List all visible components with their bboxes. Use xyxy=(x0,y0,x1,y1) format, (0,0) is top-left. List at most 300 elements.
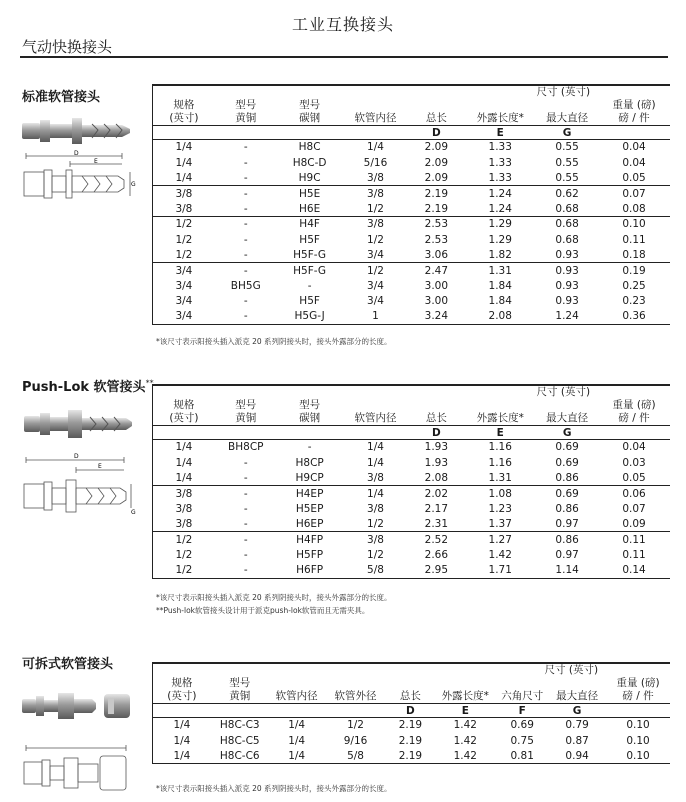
dimension-letter: E xyxy=(434,704,496,718)
table-cell: - xyxy=(215,516,277,531)
dimension-letters-row xyxy=(153,126,670,140)
column-header: 外露长度* xyxy=(476,412,524,424)
table-cell: 1/2 xyxy=(343,201,409,216)
table-cell: H9C xyxy=(277,170,343,185)
table-cell: H8C-C6 xyxy=(211,748,269,763)
table-cell: 1/2 xyxy=(343,516,409,531)
table-cell: - xyxy=(243,218,248,231)
table-cell: 2.52 xyxy=(424,533,449,546)
table-cell: - xyxy=(215,170,277,185)
table-cell: 2.09 xyxy=(408,170,464,185)
table-cell: H4FP xyxy=(296,533,324,546)
table-cell: 9/16 xyxy=(343,734,368,747)
table-cell: 0.10 xyxy=(606,748,670,763)
page-title: 工业互换接头 xyxy=(291,15,394,34)
column-header xyxy=(386,677,434,690)
dimension-letter xyxy=(598,126,670,140)
table-row xyxy=(153,278,670,293)
table-cell: 1/4 xyxy=(367,487,384,500)
removable-heading: 可拆式软管接头 xyxy=(22,657,114,672)
table-cell: - xyxy=(243,502,248,515)
table-cell: 1/4 xyxy=(367,456,384,469)
column-header: 型号 xyxy=(235,99,257,111)
table-cell: H6FP xyxy=(277,563,343,578)
table-cell: 1.42 xyxy=(453,719,477,732)
pushlok-dim-e-label: E xyxy=(98,463,102,470)
column-header xyxy=(496,677,548,690)
column-header: 总长 xyxy=(425,412,447,424)
column-header: 磅 / 件 xyxy=(622,690,654,702)
standard-fitting-photo xyxy=(18,114,136,148)
table-cell: 3/8 xyxy=(343,470,409,485)
table-row xyxy=(153,718,670,733)
header-group-row xyxy=(153,386,670,399)
table-cell: 3.00 xyxy=(424,295,449,308)
dimension-letter xyxy=(153,426,215,440)
dim-g-label: G xyxy=(131,181,136,188)
table-cell: 1.27 xyxy=(488,533,512,546)
table-cell: H6E xyxy=(277,201,343,216)
column-header: 重量 (磅) xyxy=(616,677,660,689)
table-cell: 3/8 xyxy=(367,218,384,231)
column-header xyxy=(408,99,464,112)
column-header xyxy=(325,677,387,690)
table-cell: 0.86 xyxy=(555,533,579,546)
table-cell: 0.25 xyxy=(622,279,646,292)
table-row xyxy=(153,232,670,247)
table-cell: 0.75 xyxy=(510,734,534,747)
table-cell: 1.33 xyxy=(488,156,512,169)
table-row xyxy=(153,201,670,216)
spec-table xyxy=(153,86,670,325)
table-cell: 0.07 xyxy=(622,187,646,200)
dimension-letter xyxy=(606,704,670,718)
column-header: 最大直径 xyxy=(556,690,599,702)
table-cell: 0.11 xyxy=(622,533,646,546)
table-cell: - xyxy=(243,233,248,246)
dimension-letter xyxy=(215,426,277,440)
table-cell: - xyxy=(243,487,248,500)
table-row xyxy=(153,486,670,501)
table-cell: H5F-G xyxy=(277,247,343,262)
table-cell: 1.93 xyxy=(424,456,449,469)
table-cell: 3.24 xyxy=(408,309,464,324)
table-cell: 3/8 xyxy=(367,187,384,200)
column-header: 软管外径 xyxy=(334,690,377,702)
column-header: 软管内径 xyxy=(354,112,397,124)
pushlok-dim-d-label: D xyxy=(74,453,79,460)
table-cell: H4F xyxy=(299,218,320,231)
table-cell: 0.10 xyxy=(626,719,650,732)
table-cell: 1/4 xyxy=(288,719,306,732)
column-header xyxy=(343,99,409,112)
dimension-letters-row xyxy=(153,426,670,440)
table-cell: 0.69 xyxy=(510,719,534,732)
dimension-letter xyxy=(211,704,269,718)
table-row xyxy=(153,455,670,470)
table-cell: 0.36 xyxy=(598,309,670,324)
table-cell: 1.29 xyxy=(488,233,512,246)
dimension-letter xyxy=(343,426,409,440)
table-cell: H8CP xyxy=(295,456,324,469)
dimension-letter: E xyxy=(464,126,536,140)
table-cell: 0.18 xyxy=(598,247,670,262)
column-header: 软管内径 xyxy=(275,690,318,702)
table-cell: 2.17 xyxy=(424,502,449,515)
table-cell: 1/4 xyxy=(153,170,215,185)
table-cell: - xyxy=(243,295,248,308)
header-row xyxy=(153,690,670,704)
dimension-letter: G xyxy=(536,126,598,140)
table-cell: H8C-D xyxy=(292,156,327,169)
column-header: (英寸) xyxy=(169,112,199,124)
dimension-letter: G xyxy=(548,704,606,718)
table-cell: 0.93 xyxy=(555,264,579,277)
section-title: 气动快换接头 xyxy=(22,38,113,56)
table-cell: 0.04 xyxy=(622,141,646,154)
table-row xyxy=(153,748,670,763)
table-cell: 2.09 xyxy=(424,156,449,169)
table-cell: 2.53 xyxy=(424,233,449,246)
title-rule xyxy=(20,56,668,58)
table-row xyxy=(153,547,670,562)
table-cell: 5/8 xyxy=(325,748,387,763)
table-cell: 1.31 xyxy=(488,264,512,277)
standard-fitting-drawing xyxy=(18,150,136,212)
table-row xyxy=(153,440,670,455)
table-cell: 0.11 xyxy=(622,233,646,246)
table-cell: - xyxy=(215,563,277,578)
table-cell: 3/8 xyxy=(153,516,215,531)
table-cell: H8C xyxy=(298,141,321,154)
table-cell: - xyxy=(243,548,248,561)
table-row xyxy=(153,532,670,547)
table-cell: 1.84 xyxy=(488,295,512,308)
table-cell: 0.93 xyxy=(555,279,579,292)
table-cell: 0.69 xyxy=(555,487,579,500)
column-header: 规格 xyxy=(173,399,195,411)
table-cell: 0.10 xyxy=(622,218,646,231)
column-header: 碳钢 xyxy=(299,112,321,124)
table-cell: H5F xyxy=(299,295,320,308)
pushlok-note-1: *该尺寸表示阳接头插入派克 20 系列阴接头时，接头外露部分的长度。 xyxy=(156,593,392,602)
table-cell: 1/2 xyxy=(153,563,215,578)
table-cell: 1.24 xyxy=(464,201,536,216)
column-header: 黄铜 xyxy=(235,412,257,424)
table-cell: 0.86 xyxy=(555,502,579,515)
table-cell: 1.84 xyxy=(488,279,512,292)
table-row xyxy=(153,140,670,155)
table-cell: BH5G xyxy=(230,279,261,292)
table-cell: 2.19 xyxy=(386,748,434,763)
dimension-letter: D xyxy=(408,426,464,440)
column-header: 磅 / 件 xyxy=(618,412,650,424)
table-cell: 3/4 xyxy=(175,295,193,308)
table-cell: 3/4 xyxy=(367,279,384,292)
table-row xyxy=(153,516,670,531)
table-cell: 1.71 xyxy=(464,563,536,578)
table-cell: 0.09 xyxy=(598,516,670,531)
column-header xyxy=(464,399,536,412)
table-cell: - xyxy=(243,156,248,169)
table-cell: H9CP xyxy=(277,470,343,485)
table-cell: 0.93 xyxy=(536,247,598,262)
table-cell: H8C-C5 xyxy=(219,734,260,747)
column-header: 磅 / 件 xyxy=(618,112,650,124)
column-header: 型号 xyxy=(235,399,257,411)
table-cell: 1/2 xyxy=(175,548,193,561)
table-cell: 1/2 xyxy=(175,533,193,546)
table-cell: - xyxy=(243,264,248,277)
column-header: 重量 (磅) xyxy=(612,99,656,111)
table-cell: - xyxy=(215,247,277,262)
pushlok-heading: Push-Lok 软管接头** xyxy=(22,378,154,395)
standard-heading: 标准软管接头 xyxy=(22,90,101,105)
table-cell: 1.29 xyxy=(488,218,512,231)
table-cell: - xyxy=(243,533,248,546)
table-cell: 2.53 xyxy=(424,218,449,231)
header-row xyxy=(153,99,670,112)
dimension-letter xyxy=(343,126,409,140)
dimension-letter xyxy=(277,126,343,140)
table-cell: 0.55 xyxy=(536,170,598,185)
column-header: 外露长度* xyxy=(441,690,489,702)
table-row xyxy=(153,309,670,324)
table-row xyxy=(153,263,670,278)
table-cell: 0.05 xyxy=(598,170,670,185)
table-cell: 2.19 xyxy=(424,187,449,200)
column-header: 软管内径 xyxy=(354,412,397,424)
table-cell: 1/4 xyxy=(175,156,193,169)
column-header: 黄铜 xyxy=(235,112,257,124)
column-header: 规格 xyxy=(173,99,195,111)
table-cell: 1/2 xyxy=(367,233,384,246)
table-cell: 1/4 xyxy=(175,441,193,454)
table-cell: 3/8 xyxy=(343,170,409,185)
table-cell: 3.06 xyxy=(408,247,464,262)
table-cell: 1.42 xyxy=(488,548,512,561)
table-cell: 1.93 xyxy=(424,441,449,454)
table-cell: H5FP xyxy=(296,548,324,561)
column-header: (英寸) xyxy=(169,412,199,424)
dimension-letters-row xyxy=(153,704,670,718)
dim-e-label: E xyxy=(94,158,98,165)
table-cell: 1/2 xyxy=(347,719,364,732)
table-cell: 1.16 xyxy=(488,441,512,454)
column-header: (英寸) xyxy=(167,690,197,702)
column-header: 六角尺寸 xyxy=(501,690,544,702)
column-header: 最大直径 xyxy=(546,112,589,124)
table-cell: 0.97 xyxy=(536,516,598,531)
table-cell: 0.10 xyxy=(626,734,650,747)
table-row xyxy=(153,247,670,262)
dimensions-group-label: 尺寸 (英寸) xyxy=(544,664,599,676)
table-cell: 2.66 xyxy=(424,548,449,561)
table-cell: 0.14 xyxy=(598,563,670,578)
column-header xyxy=(536,99,598,112)
header-row xyxy=(153,399,670,412)
table-cell: 3.00 xyxy=(424,279,449,292)
table-cell: 1/4 xyxy=(153,470,215,485)
table-cell: 1/4 xyxy=(173,719,191,732)
table-cell: 1/4 xyxy=(173,734,191,747)
table-cell: 5/8 xyxy=(343,563,409,578)
table-cell: H5G-J xyxy=(277,309,343,324)
column-header: 总长 xyxy=(399,690,421,702)
table-cell: 3/8 xyxy=(175,187,193,200)
column-header: 外露长度* xyxy=(476,112,524,124)
table-cell: 0.04 xyxy=(622,156,646,169)
column-header xyxy=(343,399,409,412)
column-header xyxy=(536,399,598,412)
table-cell: 1.24 xyxy=(488,187,512,200)
table-cell: 2.47 xyxy=(424,264,449,277)
table-row xyxy=(153,733,670,748)
dimensions-group-label: 尺寸 (英寸) xyxy=(536,86,591,98)
table-row xyxy=(153,501,670,516)
dimension-letter xyxy=(153,126,215,140)
table-cell: 1.31 xyxy=(464,470,536,485)
dimension-letter: D xyxy=(386,704,434,718)
pushlok-fitting-photo xyxy=(18,404,136,444)
table-cell: 0.06 xyxy=(622,487,646,500)
dimension-letter xyxy=(269,704,325,718)
table-cell: 0.68 xyxy=(555,218,579,231)
table-cell: H5EP xyxy=(295,502,324,515)
table-cell: 1.33 xyxy=(464,170,536,185)
table-cell: H5E xyxy=(299,187,321,200)
table-cell: 1.08 xyxy=(488,487,512,500)
table-cell: 0.11 xyxy=(622,548,646,561)
table-cell: - xyxy=(307,279,312,292)
table-cell: 1/4 xyxy=(288,734,306,747)
header-row xyxy=(153,412,670,426)
table-row xyxy=(153,170,670,185)
column-header xyxy=(464,99,536,112)
table-row xyxy=(153,186,670,201)
column-header: 总长 xyxy=(425,112,447,124)
table-cell: 1.14 xyxy=(536,563,598,578)
table-cell: 3/4 xyxy=(153,309,215,324)
column-header xyxy=(434,677,496,690)
removable-note: *该尺寸表示阳接头插入派克 20 系列阴接头时，接头外露部分的长度。 xyxy=(156,784,392,793)
column-header: 重量 (磅) xyxy=(612,399,656,411)
table-row xyxy=(153,155,670,170)
standard-note: *该尺寸表示阳接头插入派克 20 系列阴接头时，接头外露部分的长度。 xyxy=(156,337,392,346)
table-cell: 0.55 xyxy=(555,141,579,154)
column-header xyxy=(408,399,464,412)
table-cell: 1/2 xyxy=(367,264,384,277)
table-cell: 0.97 xyxy=(555,548,579,561)
table-cell: 2.31 xyxy=(408,516,464,531)
dimension-letter xyxy=(325,704,387,718)
table-cell: 1/2 xyxy=(175,233,193,246)
table-cell: 2.19 xyxy=(398,734,423,747)
table-cell: - xyxy=(243,141,248,154)
table-cell: 3/4 xyxy=(175,279,193,292)
table-cell: - xyxy=(215,201,277,216)
table-cell: 1/4 xyxy=(269,748,325,763)
table-row xyxy=(153,216,670,231)
spec-table xyxy=(153,664,670,764)
table-cell: 3/8 xyxy=(175,502,193,515)
table-cell: 1/2 xyxy=(175,218,193,231)
dimension-letter: E xyxy=(464,426,536,440)
column-header xyxy=(269,677,325,690)
table-cell: - xyxy=(307,441,312,454)
table-cell: H6EP xyxy=(277,516,343,531)
removable-fitting-photo xyxy=(18,686,136,726)
column-header: 型号 xyxy=(229,677,251,689)
dimension-letter xyxy=(598,426,670,440)
table-cell: 1.42 xyxy=(453,734,477,747)
table-row xyxy=(153,470,670,485)
pushlok-dim-g-label: G xyxy=(131,509,136,516)
dimension-letter: F xyxy=(496,704,548,718)
table-cell: 2.19 xyxy=(408,201,464,216)
table-cell: 0.07 xyxy=(622,502,646,515)
table-cell: 1/4 xyxy=(175,456,193,469)
table-cell: 1.24 xyxy=(536,309,598,324)
table-cell: 1 xyxy=(343,309,409,324)
column-header: 黄铜 xyxy=(229,690,251,702)
table-cell: 3/8 xyxy=(367,502,384,515)
table-cell: 1.82 xyxy=(464,247,536,262)
table-cell: 1.16 xyxy=(488,456,512,469)
table-cell: 2.09 xyxy=(424,141,449,154)
table-cell: H4EP xyxy=(295,487,324,500)
header-group-row xyxy=(153,86,670,99)
table-cell: 0.68 xyxy=(555,233,579,246)
table-cell: 0.04 xyxy=(622,441,646,454)
table-cell: 1.23 xyxy=(488,502,512,515)
table-cell: 3/8 xyxy=(175,487,193,500)
table-cell: 3/4 xyxy=(367,295,384,308)
table-cell: H5F-G xyxy=(293,264,327,277)
table-cell: 2.19 xyxy=(398,719,423,732)
table-cell: 0.23 xyxy=(622,295,646,308)
header-group-row xyxy=(153,664,670,677)
table-cell: - xyxy=(215,470,277,485)
table-cell: 0.93 xyxy=(555,295,579,308)
table-cell: 0.94 xyxy=(548,748,606,763)
table-cell: 0.03 xyxy=(622,456,646,469)
dimension-letter xyxy=(153,704,211,718)
table-cell: 1/4 xyxy=(153,748,211,763)
table-cell: BH8CP xyxy=(228,441,264,454)
column-header: 型号 xyxy=(299,399,321,411)
dimension-letter xyxy=(277,426,343,440)
table-cell: 0.05 xyxy=(598,470,670,485)
table-cell: 1.37 xyxy=(464,516,536,531)
table-cell: 1.33 xyxy=(488,141,512,154)
standard-fittings-table xyxy=(152,84,670,325)
dim-d-label: D xyxy=(74,150,79,157)
table-cell: 0.55 xyxy=(555,156,579,169)
table-cell: 0.81 xyxy=(496,748,548,763)
dimension-letter xyxy=(215,126,277,140)
table-cell: 2.95 xyxy=(408,563,464,578)
table-cell: 2.08 xyxy=(408,470,464,485)
table-cell: 0.08 xyxy=(598,201,670,216)
removable-fitting-drawing xyxy=(18,742,136,798)
table-cell: 1/4 xyxy=(367,141,384,154)
spec-table xyxy=(153,386,670,579)
table-row xyxy=(153,563,670,578)
table-cell: 2.02 xyxy=(424,487,449,500)
table-cell: 1/2 xyxy=(367,548,384,561)
column-header: 碳钢 xyxy=(299,412,321,424)
